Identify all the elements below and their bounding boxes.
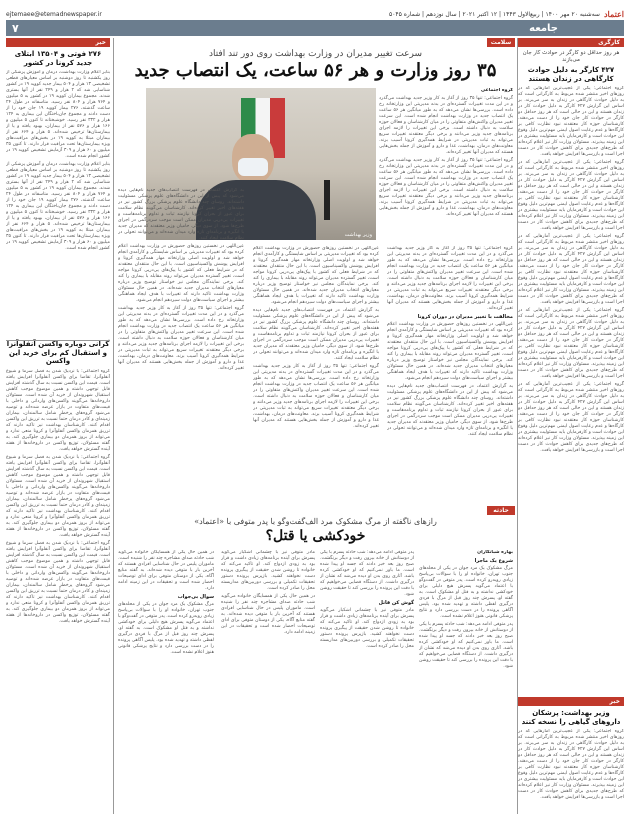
incident-col3: مادر متوفی نیز با چشمانی اشکبار می‌گوید پسرش برای آینده برنامه‌های زیادی داشت و قرار بود به زودی ازدواج کند. او تاکید می‌کند که خانواده تا روشن شدن حقیقت از پیگیری پرونده دست نخواهند کشید. بازپرس پرونده دستور تحقیقات تکمیلی و بررسی دوربین‌های مداربسته محل را صادر کرده است. در همین حال یکی از همسایگان خانواده می‌گوید شب حادثه صدای مشاجره چند نفر را شنیده است. ماموران پلیس در حال شناسایی افرادی هستند که آخرین بار با متوفی دیده شده‌اند. به گفته منابع آگاه، یکی از دوستان متوفی برای ادای توضیحات احضار شده است و تحقیقات در این زمینه ادامه دارد. [221,550,315,635]
labor-title: ۴۲۷ کارگر به دلیل حوادث کارگاهی در زندان هستند [527,66,615,83]
section-label-incident: حادثه [487,506,515,515]
section-email[interactable]: ejtemaee@etemadnewspaper.ir [6,10,102,18]
main-story [116,38,515,504]
section-label-left: خبر [6,38,110,47]
incident-headline: خودکشی یا قتل؟ [265,528,366,544]
photo-caption: وزیر بهداشت [344,232,372,238]
main-body-intro: گروه اجتماعی گروه اجتماعی: تنها ۳۵ روز از آغاز به کار وزیر جدید بهداشت می‌گذرد و در این مدت تغییرات گسترده‌ای در بدنه مدیریتی این وزارتخانه رخ داده است. بررسی‌ها نشان می‌دهد که به طور میانگین هر ۵۶ ساعت یک انتصاب جدید در وزارت بهداشت انجام شده است. این سرعت تغییر مدیران واکنش‌های متفاوتی را در میان کارشناسان و فعالان حوزه سلامت به دنبال داشته است. برخی این تغییرات را لازمه اجرای برنامه‌های جدید وزیر می‌دانند و برخی دیگر معتقدند تغییرات سریع می‌تواند به ثبات مدیریتی در شرایط همه‌گیری کرونا آسیب بزند. معاونت‌های درمان، بهداشت، غذا و دارو و آموزش از جمله بخش‌هایی هستند که مدیران آنها تغییر کرده‌اند. گروه اجتماعی: تنها ۳۵ روز از آغاز به کار وزیر جدید بهداشت می‌گذرد و در این مدت تغییرات گسترده‌ای در بدنه مدیریتی این وزارتخانه رخ داده است. بررسی‌ها نشان می‌دهد که به طور میانگین هر ۵۶ ساعت یک انتصاب جدید در وزارت بهداشت انجام شده است. این سرعت تغییر مدیران واکنش‌های متفاوتی را در میان کارشناسان و فعالان حوزه سلامت به دنبال داشته است. برخی این تغییرات را لازمه اجرای برنامه‌های جدید وزیر می‌دانند و برخی دیگر معتقدند تغییرات سریع می‌تواند به ثبات مدیریتی در شرایط همه‌گیری کرونا آسیب بزند. معاونت‌های درمان، بهداشت، غذا و دارو و آموزش از جمله بخش‌هایی هستند که مدیران آنها تغییر کرده‌اند. [379,88,513,217]
incident-story [116,506,515,814]
health-minister-body: گروه اجتماعی: یکی از عجیب‌ترین آمارهایی که در روزهای اخیر منتشر شده مربوط به کارگرانی است که به دلیل حوادث کارگاهی در زندان به سر می‌برند. بر اساس این گزارش ۴۲۷ کارگر به دلیل حوادث کار در زندان هستند و این در حالی است که هر روز حداقل دو کارگر در حوادث کار جان خود را از دست می‌دهند. کارشناسان حوزه کار معتقدند نبود نظارت کافی بر کارگاه‌ها و عدم رعایت اصول ایمنی مهم‌ترین دلیل وقوع این حوادث است و کارفرمایان باید مسئولیت بیشتری در این زمینه بپذیرند. مسئولان وزارت کار نیز اعلام کرده‌اند که طرح‌های جدیدی برای کاهش حوادث کار در دست اجرا است و بازرسی‌ها افزایش خواهد یافت. [518,729,624,800]
labor-kicker: هر روز حداقل دو کارگر در حوادث کار جان می‌بازند [522,50,620,63]
microphone-icon [324,180,330,220]
right-column [518,38,624,814]
labor-body: گروه اجتماعی: یکی از عجیب‌ترین آمارهایی که در روزهای اخیر منتشر شده مربوط به کارگرانی است که به دلیل حوادث کارگاهی در زندان به سر می‌برند. بر اساس این گزارش ۴۲۷ کارگر به دلیل حوادث کار در زندان هستند و این در حالی است که هر روز حداقل دو کارگر در حوادث کار جان خود را از دست می‌دهند. کارشناسان حوزه کار معتقدند نبود نظارت کافی بر کارگاه‌ها و عدم رعایت اصول ایمنی مهم‌ترین دلیل وقوع این حوادث است و کارفرمایان باید مسئولیت بیشتری در این زمینه بپذیرند. مسئولان وزارت کار نیز اعلام کرده‌اند که طرح‌های جدیدی برای کاهش حوادث کار در دست اجرا است و بازرسی‌ها افزایش خواهد یافت. گروه اجتماعی: یکی از عجیب‌ترین آمارهایی که در روزهای اخیر منتشر شده مربوط به کارگرانی است که به دلیل حوادث کارگاهی در زندان به سر می‌برند. بر اساس این گزارش ۴۲۷ کارگر به دلیل حوادث کار در زندان هستند و این در حالی است که هر روز حداقل دو کارگر در حوادث کار جان خود را از دست می‌دهند. کارشناسان حوزه کار معتقدند نبود نظارت کافی بر کارگاه‌ها و عدم رعایت اصول ایمنی مهم‌ترین دلیل وقوع این حوادث است و کارفرمایان باید مسئولیت بیشتری در این زمینه بپذیرند. مسئولان وزارت کار نیز اعلام کرده‌اند که طرح‌های جدیدی برای کاهش حوادث کار در دست اجرا است و بازرسی‌ها افزایش خواهد یافت. گروه اجتماعی: یکی از عجیب‌ترین آمارهایی که در روزهای اخیر منتشر شده مربوط به کارگرانی است که به دلیل حوادث کارگاهی در زندان به سر می‌برند. بر اساس این گزارش ۴۲۷ کارگر به دلیل حوادث کار در زندان هستند و این در حالی است که هر روز حداقل دو کارگر در حوادث کار جان خود را از دست می‌دهند. کارشناسان حوزه کار معتقدند نبود نظارت کافی بر کارگاه‌ها و عدم رعایت اصول ایمنی مهم‌ترین دلیل وقوع این حوادث است و کارفرمایان باید مسئولیت بیشتری در این زمینه بپذیرند. مسئولان وزارت کار نیز اعلام کرده‌اند که طرح‌های جدیدی برای کاهش حوادث کار در دست اجرا است و بازرسی‌ها افزایش خواهد یافت. گروه اجتماعی: یکی از عجیب‌ترین آمارهایی که در روزهای اخیر منتشر شده مربوط به کارگرانی است که به دلیل حوادث کارگاهی در زندان به سر می‌برند. بر اساس این گزارش ۴۲۷ کارگر به دلیل حوادث کار در زندان هستند و این در حالی است که هر روز حداقل دو کارگر در حوادث کار جان خود را از دست می‌دهند. کارشناسان حوزه کار معتقدند نبود نظارت کافی بر کارگاه‌ها و عدم رعایت اصول ایمنی مهم‌ترین دلیل وقوع این حوادث است و کارفرمایان باید مسئولیت بیشتری در این زمینه بپذیرند. مسئولان وزارت کار نیز اعلام کرده‌اند که طرح‌های جدیدی برای کاهش حوادث کار در دست اجرا است و بازرسی‌ها افزایش خواهد یافت. گروه اجتماعی: یکی از عجیب‌ترین آمارهایی که در روزهای اخیر منتشر شده مربوط به کارگرانی است که به دلیل حوادث کارگاهی در زندان به سر می‌برند. بر اساس این گزارش ۴۲۷ کارگر به دلیل حوادث کار در زندان هستند و این در حالی است که هر روز حداقل دو کارگر در حوادث کار جان خود را از دست می‌دهند. کارشناسان حوزه کار معتقدند نبود نظارت کافی بر کارگاه‌ها و عدم رعایت اصول ایمنی مهم‌ترین دلیل وقوع این حوادث است و کارفرمایان باید مسئولیت بیشتری در این زمینه بپذیرند. مسئولان وزارت کار نیز اعلام کرده‌اند که طرح‌های جدیدی برای کاهش حوادث کار در دست اجرا است و بازرسی‌ها افزایش خواهد یافت. [518,86,624,453]
incident-col2: پدر متوفی ادامه می‌دهد: شب حادثه پسرم با یکی از دوستانش از خانه بیرون رفت و دیگر برنگشت. صبح روز بعد خبر دادند که جسد او پیدا شده است. ما باور نمی‌کنیم که او خودکشی کرده باشد. آثاری روی بدن او دیده می‌شد که نشان از درگیری داشت. از دستگاه قضایی می‌خواهیم که با دقت این پرونده را بررسی کند تا حقیقت روشن شود. گوش کن قاتل مادر متوفی نیز با چشمانی اشکبار می‌گوید پسرش برای آینده برنامه‌های زیادی داشت و قرار بود به زودی ازدواج کند. او تاکید می‌کند که خانواده تا روشن شدن حقیقت از پیگیری پرونده دست نخواهند کشید. بازپرس پرونده دستور تحقیقات تکمیلی و بررسی دوربین‌های مداربسته محل را صادر کرده است. [320,550,414,649]
main-body-col2: عین‌اللهی در نخستین روزهای حضورش در وزارت بهداشت اعلام کرده بود که تغییرات مدیریتی بر اساس شایستگی و کارآمدی انجام خواهد شد و اولویت اصلی وزارتخانه مهار همه‌گیری کرونا و افزایش پوشش واکسیناسیون است. با این حال منتقدان معتقدند که در شرایط فعلی که کشور با پیک‌های پی‌درپی کرونا مواجه است، تغییر گسترده مدیران می‌تواند روند مقابله با بیماری را کند کند. برخی نمایندگان مجلس نیز خواستار توضیح وزیر درباره معیارهای انتخاب مدیران جدید شده‌اند. در همین حال مسئولان وزارت بهداشت تاکید دارند که تغییرات با هدف ایجاد هماهنگی بیشتر و اجرای سیاست‌های دولت سیزدهم انجام می‌شود. به گزارش اعتماد، در فهرست انتصاب‌های جدید نام‌هایی دیده می‌شود که پیش از این در دانشگاه‌های علوم پزشکی مسئولیت داشته‌اند. روسای چند دانشگاه علوم پزشکی بزرگ کشور نیز در هفته‌های اخیر تغییر کرده‌اند. کارشناسان می‌گویند نظام سلامت برای عبور از بحران کرونا نیازمند ثبات و تداوم برنامه‌هاست و تغییرات پی‌درپی مدیران ممکن است موجب سردرگمی در اجرای طرح‌ها شود. از سوی دیگر، حامیان وزیر معتقدند که مدیران جدید با انگیزه و برنامه‌ای تازه وارد میدان شده‌اند و می‌توانند تحولی در نظام سلامت ایجاد کنند. گروه اجتماعی: تنها ۳۵ روز از آغاز به کار وزیر جدید بهداشت می‌گذرد و در این مدت تغییرات گسترده‌ای در بدنه مدیریتی این وزارتخانه رخ داده است. بررسی‌ها نشان می‌دهد که به طور میانگین هر ۵۶ ساعت یک انتصاب جدید در وزارت بهداشت انجام شده است. این سرعت تغییر مدیران واکنش‌های متفاوتی را در میان کارشناسان و فعالان حوزه سلامت به دنبال داشته است. برخی این تغییرات را لازمه اجرای برنامه‌های جدید وزیر می‌دانند و برخی دیگر معتقدند تغییرات سریع می‌تواند به ثبات مدیریتی در شرایط همه‌گیری کرونا آسیب بزند. معاونت‌های درمان، بهداشت، غذا و دارو و آموزش از جمله بخش‌هایی هستند که مدیران آنها تغییر کرده‌اند. [253,246,379,429]
incident-col4: در همین حال یکی از همسایگان خانواده می‌گوید شب حادثه صدای مشاجره چند نفر را شنیده است. ماموران پلیس در حال شناسایی افرادی هستند که آخرین بار با متوفی دیده شده‌اند. به گفته منابع آگاه، یکی از دوستان متوفی برای ادای توضیحات احضار شده است و تحقیقات در این زمینه ادامه دارد. سوال بی‌جواب مرگ مشکوک یک مرد جوان در یکی از محله‌های جنوب تهران، خانواده او را با سوالات بی‌پاسخ زیادی روبه‌رو کرده است. پدر متوفی در گفت‌وگو با اعتماد می‌گوید پسرش هیچ دلیلی برای خودکشی نداشته و به قتل او مشکوک است. به گفته او، پسرش چند روز قبل از مرگ با فردی درگیری لفظی داشته و تهدید شده بود. پلیس آگاهی پرونده را در دست بررسی دارد و نتایج پزشکی قانونی هنوز اعلام نشده است. [118,550,214,655]
left-column [6,38,110,814]
column-divider-left [113,38,114,814]
left-divider [6,340,110,341]
dateline: سه‌شنبه ۲۰ مهر ۱۴۰۰ | ربیع‌الاول ۱۴۴۳ | ۱۲ اکتبر ۲۰۲۱ | سال نوزدهم | شماره ۵۰۴۵ [388,10,600,18]
health-minister-title: وزیر بهداشت: پزشکان داروهای گیاهی را نسخه کنند [521,709,621,726]
incident-col1: بهاره شبانکاران شروع یک ماجرا مرگ مشکوک یک مرد جوان در یکی از محله‌های جنوب تهران، خانواده او را با سوالات بی‌پاسخ زیادی روبه‌رو کرده است. پدر متوفی در گفت‌وگو با اعتماد می‌گوید پسرش هیچ دلیلی برای خودکشی نداشته و به قتل او مشکوک است. به گفته او، پسرش چند روز قبل از مرگ با فردی درگیری لفظی داشته و تهدید شده بود. پلیس آگاهی پرونده را در دست بررسی دارد و نتایج پزشکی قانونی هنوز اعلام نشده است. پدر متوفی ادامه می‌دهد: شب حادثه پسرم با یکی از دوستانش از خانه بیرون رفت و دیگر برنگشت. صبح روز بعد خبر دادند که جسد او پیدا شده است. ما باور نمی‌کنیم که او خودکشی کرده باشد. آثاری روی بدن او دیده می‌شد که نشان از درگیری داشت. از دستگاه قضایی می‌خواهیم که با دقت این پرونده را بررسی کند تا حقیقت روشن شود. [419,550,513,669]
flu-vaccine-body: گروه اجتماعی: با نزدیک شدن به فصل سرما و شیوع آنفلوآنزا، تقاضا برای واکسن آنفلوآنزا افزایش یافته است. قیمت این واکسن نسبت به سال گذشته افزایش قابل توجهی داشته و همین موضوع موجب کاهش استقبال شهروندان از خرید آن شده است. مسئولان داروخانه‌ها می‌گویند واکسن‌های وارداتی و داخلی با قیمت‌های متفاوت در بازار عرضه شده‌اند و توصیه می‌شود گروه‌های پرخطر شامل سالمندان، بیماران زمینه‌ای و کادر درمان حتماً نسبت به تزریق این واکسن اقدام کنند. کارشناسان بهداشت نیز تاکید دارند که تزریق همزمان واکسن آنفلوآنزا و کرونا منعی ندارد و می‌تواند از بروز همزمان دو بیماری جلوگیری کند. به گفته مسئولان، توزیع واکسن در داروخانه‌ها از هفته آینده گسترش خواهد یافت. گروه اجتماعی: با نزدیک شدن به فصل سرما و شیوع آنفلوآنزا، تقاضا برای واکسن آنفلوآنزا افزایش یافته است. قیمت این واکسن نسبت به سال گذشته افزایش قابل توجهی داشته و همین موضوع موجب کاهش استقبال شهروندان از خرید آن شده است. مسئولان داروخانه‌ها می‌گویند واکسن‌های وارداتی و داخلی با قیمت‌های متفاوت در بازار عرضه شده‌اند و توصیه می‌شود گروه‌های پرخطر شامل سالمندان، بیماران زمینه‌ای و کادر درمان حتماً نسبت به تزریق این واکسن اقدام کنند. کارشناسان بهداشت نیز تاکید دارند که تزریق همزمان واکسن آنفلوآنزا و کرونا منعی ندارد و می‌تواند از بروز همزمان دو بیماری جلوگیری کند. به گفته مسئولان، توزیع واکسن در داروخانه‌ها از هفته آینده گسترش خواهد یافت. گروه اجتماعی: با نزدیک شدن به فصل سرما و شیوع آنفلوآنزا، تقاضا برای واکسن آنفلوآنزا افزایش یافته است. قیمت این واکسن نسبت به سال گذشته افزایش قابل توجهی داشته و همین موضوع موجب کاهش استقبال شهروندان از خرید آن شده است. مسئولان داروخانه‌ها می‌گویند واکسن‌های وارداتی و داخلی با قیمت‌های متفاوت در بازار عرضه شده‌اند و توصیه می‌شود گروه‌های پرخطر شامل سالمندان، بیماران زمینه‌ای و کادر درمان حتماً نسبت به تزریق این واکسن اقدام کنند. کارشناسان بهداشت نیز تاکید دارند که تزریق همزمان واکسن آنفلوآنزا و کرونا منعی ندارد و می‌تواند از بروز همزمان دو بیماری جلوگیری کند. به گفته مسئولان، توزیع واکسن در داروخانه‌ها از هفته آینده گسترش خواهد یافت. [6,368,110,624]
main-headline: ۳۵ روز وزارت و هر ۵۶ ساعت، یک انتصاب جدید [134,60,497,81]
main-body-col3: به گزارش اعتماد، در فهرست انتصاب‌های جدید نام‌هایی دیده می‌شود که پیش از این در دانشگاه‌های علوم پزشکی مسئولیت داشته‌اند. روسای چند دانشگاه علوم پزشکی بزرگ کشور نیز در هفته‌های اخیر تغییر کرده‌اند. کارشناسان می‌گویند نظام سلامت برای عبور از بحران کرونا نیازمند ثبات و تداوم برنامه‌هاست و تغییرات پی‌درپی مدیران ممکن است موجب سردرگمی در اجرای طرح‌ها شود. از سوی دیگر، حامیان وزیر معتقدند که مدیران جدید با انگیزه و برنامه‌ای تازه وارد میدان شده‌اند و می‌توانند تحولی در نظام سلامت ایجاد کنند. عین‌اللهی در نخستین روزهای حضورش در وزارت بهداشت اعلام کرده بود که تغییرات مدیریتی بر اساس شایستگی و کارآمدی انجام خواهد شد و اولویت اصلی وزارتخانه مهار همه‌گیری کرونا و افزایش پوشش واکسیناسیون است. با این حال منتقدان معتقدند که در شرایط فعلی که کشور با پیک‌های پی‌درپی کرونا مواجه است، تغییر گسترده مدیران می‌تواند روند مقابله با بیماری را کند کند. برخی نمایندگان مجلس نیز خواستار توضیح وزیر درباره معیارهای انتخاب مدیران جدید شده‌اند. در همین حال مسئولان وزارت بهداشت تاکید دارند که تغییرات با هدف ایجاد هماهنگی بیشتر و اجرای سیاست‌های دولت سیزدهم انجام می‌شود. گروه اجتماعی: تنها ۳۵ روز از آغاز به کار وزیر جدید بهداشت می‌گذرد و در این مدت تغییرات گسترده‌ای در بدنه مدیریتی این وزارتخانه رخ داده است. بررسی‌ها نشان می‌دهد که به طور میانگین هر ۵۶ ساعت یک انتصاب جدید در وزارت بهداشت انجام شده است. این سرعت تغییر مدیران واکنش‌های متفاوتی را در میان کارشناسان و فعالان حوزه سلامت به دنبال داشته است. برخی این تغییرات را لازمه اجرای برنامه‌های جدید وزیر می‌دانند و برخی دیگر معتقدند تغییرات سریع می‌تواند به ثبات مدیریتی در شرایط همه‌گیری کرونا آسیب بزند. معاونت‌های درمان، بهداشت، غذا و دارو و آموزش از جمله بخش‌هایی هستند که مدیران آنها تغییر کرده‌اند. [118,188,244,371]
covid-body: بنابر اعلام وزارت بهداشت، درمان و آموزش پزشکی از روز یکشنبه تا روز دوشنبه بر اساس معیارهای قطعی تشخیصی ۱۳ هزار و ۵۰۴ بیمار جدید کووید ۱۹ در کشور شناسایی شد که ۲ هزار و ۲۴۹ نفر از آنها بستری شدند. مجموع بیماران کووید ۱۹ در کشور به ۵ میلیون و ۷۶۴ هزار و ۸۰۴ نفر رسید. متاسفانه در طول ۲۴ ساعت گذشته، ۲۷۶ بیمار کووید ۱۹ جان خود را از دست دادند و مجموع جان‌باختگان این بیماری به ۱۲۴ هزار و ۳۳۲ نفر رسید. خوشبختانه تا کنون ۵ میلیون و ۱۶۶ هزار و ۵۷۶ نفر از بیماران، بهبود یافته و یا از بیمارستان‌ها ترخیص شده‌اند. ۵ هزار و ۶۶۴ نفر از بیماران مبتلا به کووید ۱۹ در بخش‌های مراقبت‌های ویژه بیمارستان‌ها تحت مراقبت قرار دارند. تا کنون ۳۵ میلیون و ۶۰ هزار و ۳۰۹ آزمایش تشخیص کووید ۱۹ در کشور انجام شده است. بنابر اعلام وزارت بهداشت، درمان و آموزش پزشکی از روز یکشنبه تا روز دوشنبه بر اساس معیارهای قطعی تشخیصی ۱۳ هزار و ۵۰۴ بیمار جدید کووید ۱۹ در کشور شناسایی شد که ۲ هزار و ۲۴۹ نفر از آنها بستری شدند. مجموع بیماران کووید ۱۹ در کشور به ۵ میلیون و ۷۶۴ هزار و ۸۰۴ نفر رسید. متاسفانه در طول ۲۴ ساعت گذشته، ۲۷۶ بیمار کووید ۱۹ جان خود را از دست دادند و مجموع جان‌باختگان این بیماری به ۱۲۴ هزار و ۳۳۲ نفر رسید. خوشبختانه تا کنون ۵ میلیون و ۱۶۶ هزار و ۵۷۶ نفر از بیماران، بهبود یافته و یا از بیمارستان‌ها ترخیص شده‌اند. ۵ هزار و ۶۶۴ نفر از بیماران مبتلا به کووید ۱۹ در بخش‌های مراقبت‌های ویژه بیمارستان‌ها تحت مراقبت قرار دارند. تا کنون ۳۵ میلیون و ۶۰ هزار و ۳۰۹ آزمایش تشخیص کووید ۱۹ در کشور انجام شده است. [6,70,110,251]
incident-kicker: رازهای ناگفته از مرگ مشکوک مرد الف‌گفت‌وگو با پدر متوفی با «اعتماد» [194,517,437,526]
section-label-news: خبر [518,697,624,706]
section-label-health: سلامت [487,38,515,47]
main-body-col1: گروه اجتماعی: تنها ۳۵ روز از آغاز به کار وزیر جدید بهداشت می‌گذرد و در این مدت تغییرات گسترده‌ای در بدنه مدیریتی این وزارتخانه رخ داده است. بررسی‌ها نشان می‌دهد که به طور میانگین هر ۵۶ ساعت یک انتصاب جدید در وزارت بهداشت انجام شده است. این سرعت تغییر مدیران واکنش‌های متفاوتی را در میان کارشناسان و فعالان حوزه سلامت به دنبال داشته است. برخی این تغییرات را لازمه اجرای برنامه‌های جدید وزیر می‌دانند و برخی دیگر معتقدند تغییرات سریع می‌تواند به ثبات مدیریتی در شرایط همه‌گیری کرونا آسیب بزند. معاونت‌های درمان، بهداشت، غذا و دارو و آموزش از جمله بخش‌هایی هستند که مدیران آنها تغییر کرده‌اند. مخالفت با تغییر مدیران در دوران کرونا عین‌اللهی در نخستین روزهای حضورش در وزارت بهداشت اعلام کرده بود که تغییرات مدیریتی بر اساس شایستگی و کارآمدی انجام خواهد شد و اولویت اصلی وزارتخانه مهار همه‌گیری کرونا و افزایش پوشش واکسیناسیون است. با این حال منتقدان معتقدند که در شرایط فعلی که کشور با پیک‌های پی‌درپی کرونا مواجه است، تغییر گسترده مدیران می‌تواند روند مقابله با بیماری را کند کند. برخی نمایندگان مجلس نیز خواستار توضیح وزیر درباره معیارهای انتخاب مدیران جدید شده‌اند. در همین حال مسئولان وزارت بهداشت تاکید دارند که تغییرات با هدف ایجاد هماهنگی بیشتر و اجرای سیاست‌های دولت سیزدهم انجام می‌شود. به گزارش اعتماد، در فهرست انتصاب‌های جدید نام‌هایی دیده می‌شود که پیش از این در دانشگاه‌های علوم پزشکی مسئولیت داشته‌اند. روسای چند دانشگاه علوم پزشکی بزرگ کشور نیز در هفته‌های اخیر تغییر کرده‌اند. کارشناسان می‌گویند نظام سلامت برای عبور از بحران کرونا نیازمند ثبات و تداوم برنامه‌هاست و تغییرات پی‌درپی مدیران ممکن است موجب سردرگمی در اجرای طرح‌ها شود. از سوی دیگر، حامیان وزیر معتقدند که مدیران جدید با انگیزه و برنامه‌ای تازه وارد میدان شده‌اند و می‌توانند تحولی در نظام سلامت ایجاد کنند. [387,246,513,437]
column-divider [517,38,518,814]
section-title: جامعه [529,22,558,34]
main-kicker: سرعت تغییر مدیران در وزارت بهداشت روی دور تند افتاد [208,49,423,59]
top-bar [6,8,624,20]
flu-vaccine-title: گرانی دوباره واکسن آنفلوآنزا و استقبال کم برای خرید این واکسن [6,340,110,365]
masthead-logo: اعتماد [603,9,624,19]
face-mask [238,158,268,176]
section-label-labor: کارگری [518,38,624,47]
covid-title: ۲۷۶ فوتی و ۱۳۵۰۴ ابتلای جدید کرونا در کشور [14,50,102,67]
page-section-bar [6,20,624,36]
page-number: ۷ [12,21,19,35]
